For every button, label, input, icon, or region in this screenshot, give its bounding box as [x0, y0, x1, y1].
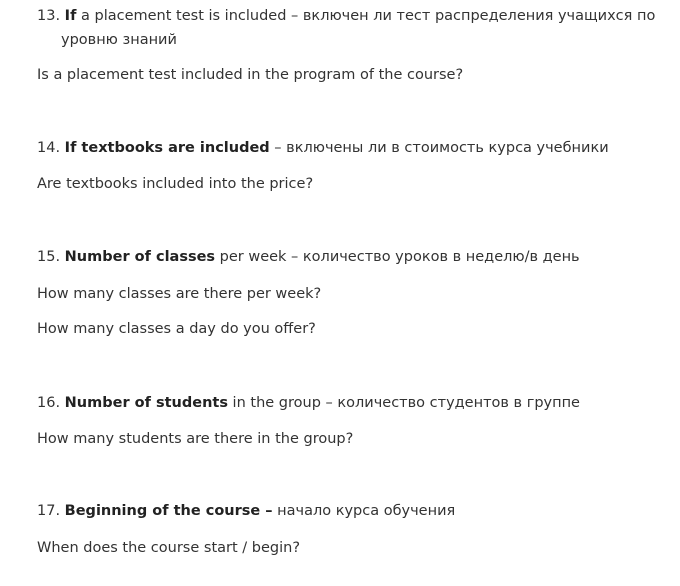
item-number: 16. — [37, 395, 61, 411]
item-16-heading — [37, 392, 580, 414]
item-dash: – — [320, 395, 338, 411]
item-translation: включен ли тест распределения учащихся по — [302, 8, 656, 24]
item-16-question-1: How many students are there in the group? — [37, 431, 354, 447]
item-dash: – — [286, 249, 303, 265]
item-dash: – — [286, 8, 303, 24]
item-term-bold: Number of students — [64, 395, 228, 411]
item-13-question-1: Is a placement test included in the program of the course? — [37, 67, 464, 83]
item-14-question-1: Are textbooks included into the price? — [37, 176, 314, 192]
item-number: 15. — [37, 249, 61, 265]
item-translation: количество студентов в группе — [337, 395, 580, 411]
item-15-heading — [37, 246, 580, 268]
item-translation: количество уроков в неделю/в день — [302, 249, 580, 265]
item-translation: начало курса обучения — [277, 503, 456, 519]
item-term-bold: Beginning of the course – — [64, 503, 273, 519]
item-term-rest: in the group — [227, 395, 321, 411]
item-translation-continued: уровню знаний — [61, 32, 177, 48]
item-dash: – — [269, 140, 287, 156]
item-term-bold: Number of classes — [64, 249, 216, 265]
item-term-rest: a placement test is included — [76, 8, 287, 24]
item-translation: включены ли в стоимость курса учебники — [286, 140, 609, 156]
item-number: 17. — [37, 503, 61, 519]
item-term-bold: If textbooks are included — [64, 140, 270, 156]
item-term-rest: per week — [215, 249, 287, 265]
item-number: 14. — [37, 140, 61, 156]
item-17-heading — [37, 500, 455, 522]
item-term-bold: If — [64, 8, 77, 24]
item-15-question-1: How many classes are there per week? — [37, 286, 322, 302]
item-13-heading — [37, 4, 657, 52]
item-number: 13. — [37, 8, 61, 24]
item-14-heading — [37, 137, 609, 159]
item-17-question-1: When does the course start / begin? — [37, 540, 301, 556]
item-15-question-2: How many classes a day do you offer? — [37, 321, 316, 337]
